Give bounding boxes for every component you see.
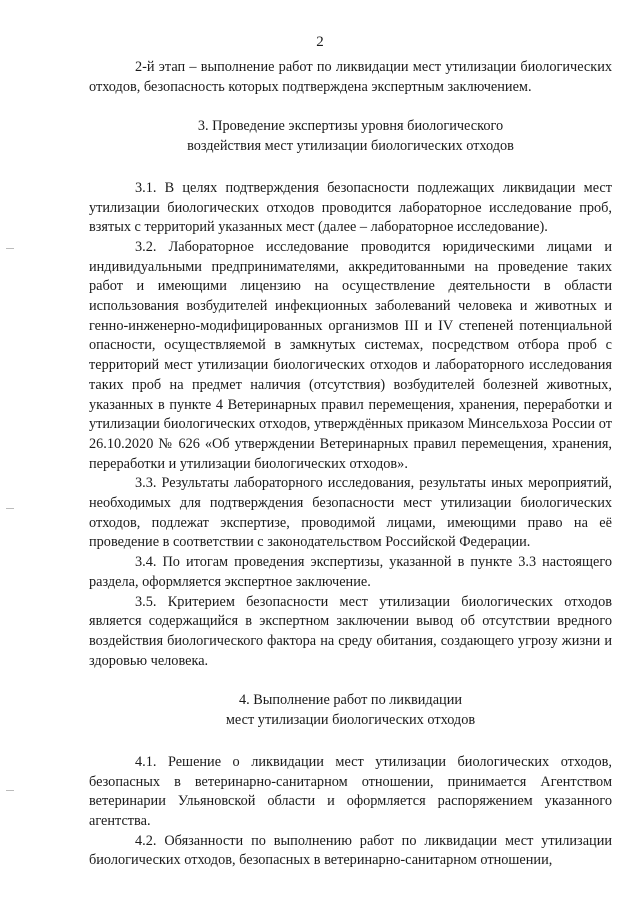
paragraph: 3.5. Критерием безопасности мест утилизации биологических отходов является содержащийся в экспертном заключении вывод об отсутствии вредного воздействия биологического фактора на среду обитания, создающего угрозу жизни и здоровью человека. — [89, 593, 612, 669]
paragraph: 4.2. Обязанности по выполнению работ по ликвидации мест утилизации биологических отходов, безопасных в ветеринарно-санитарном отношении, — [89, 832, 612, 869]
paragraph: 2-й этап – выполнение работ по ликвидации мест утилизации биологических отходов, безопасность которых подтверждена экспертным заключением. — [89, 59, 612, 95]
section-title-line: 4. Выполнение работ по ликвидации — [238, 692, 463, 709]
paragraph: 3.4. По итогам проведения экспертизы, указанной в пункте 3.3 настоящего раздела, оформляется экспертное заключение. — [89, 554, 612, 590]
margin-mark — [6, 790, 14, 791]
paragraph: 3.2. Лабораторное исследование проводится юридическими лицами и индивидуальными предпринимателями, аккредитованными на проведение таких работ и имеющими лицензию на осуществление деятельности в области использования возбудителей инфекционных заболеваний человека и животных и генно-инженерно-модифицированных организмов III и IV степеней потенциальной опасности, осуществляемой в замкнутых системах, посредством отбора проб с территорий мест утилизации биологических отходов и лабораторного исследования таких проб на предмет наличия (отсутствия) возбудителей болезней животных, указанных в пункте 4 Ветеринарных правил перемещения, хранения, переработки и утилизации биологических отходов, утверждённых приказом Минсельхоза России от 26.10.2020 № 626 «Об утверждении Ветеринарных правил перемещения, хранения, переработки и утилизации биологических отходов». — [89, 238, 612, 472]
margin-mark — [6, 508, 14, 509]
section-title-line: 3. Проведение экспертизы уровня биологического — [197, 118, 504, 135]
section-heading — [89, 117, 612, 156]
page-number: 2 — [316, 34, 324, 50]
paragraph: 3.3. Результаты лабораторного исследования, результаты иных мероприятий, необходимых для подтверждения безопасности мест утилизации биологических отходов, подлежат экспертизе, проводимой лицами, имеющими право на её проведение в соответствии с законодательством Российской Федерации. — [89, 475, 612, 551]
paragraph: 3.1. В целях подтверждения безопасности подлежащих ликвидации мест утилизации биологических отходов проводится лабораторное исследование проб, взятых с территорий указанных мест (далее – лабораторное исследование). — [89, 179, 612, 236]
paragraph: 4.1. Решение о ликвидации мест утилизации биологических отходов, безопасных в ветеринарно-санитарном отношении, принимается Агентством ветеринарии Ульяновской области и оформляется распоряжением указанного агентства. — [89, 753, 612, 829]
margin-mark — [6, 248, 14, 249]
section-title-line: воздействия мест утилизации биологических отходов — [187, 138, 514, 155]
section-title-line: мест утилизации биологических отходов — [225, 712, 476, 729]
section-heading — [89, 691, 612, 730]
document-body — [89, 58, 612, 871]
